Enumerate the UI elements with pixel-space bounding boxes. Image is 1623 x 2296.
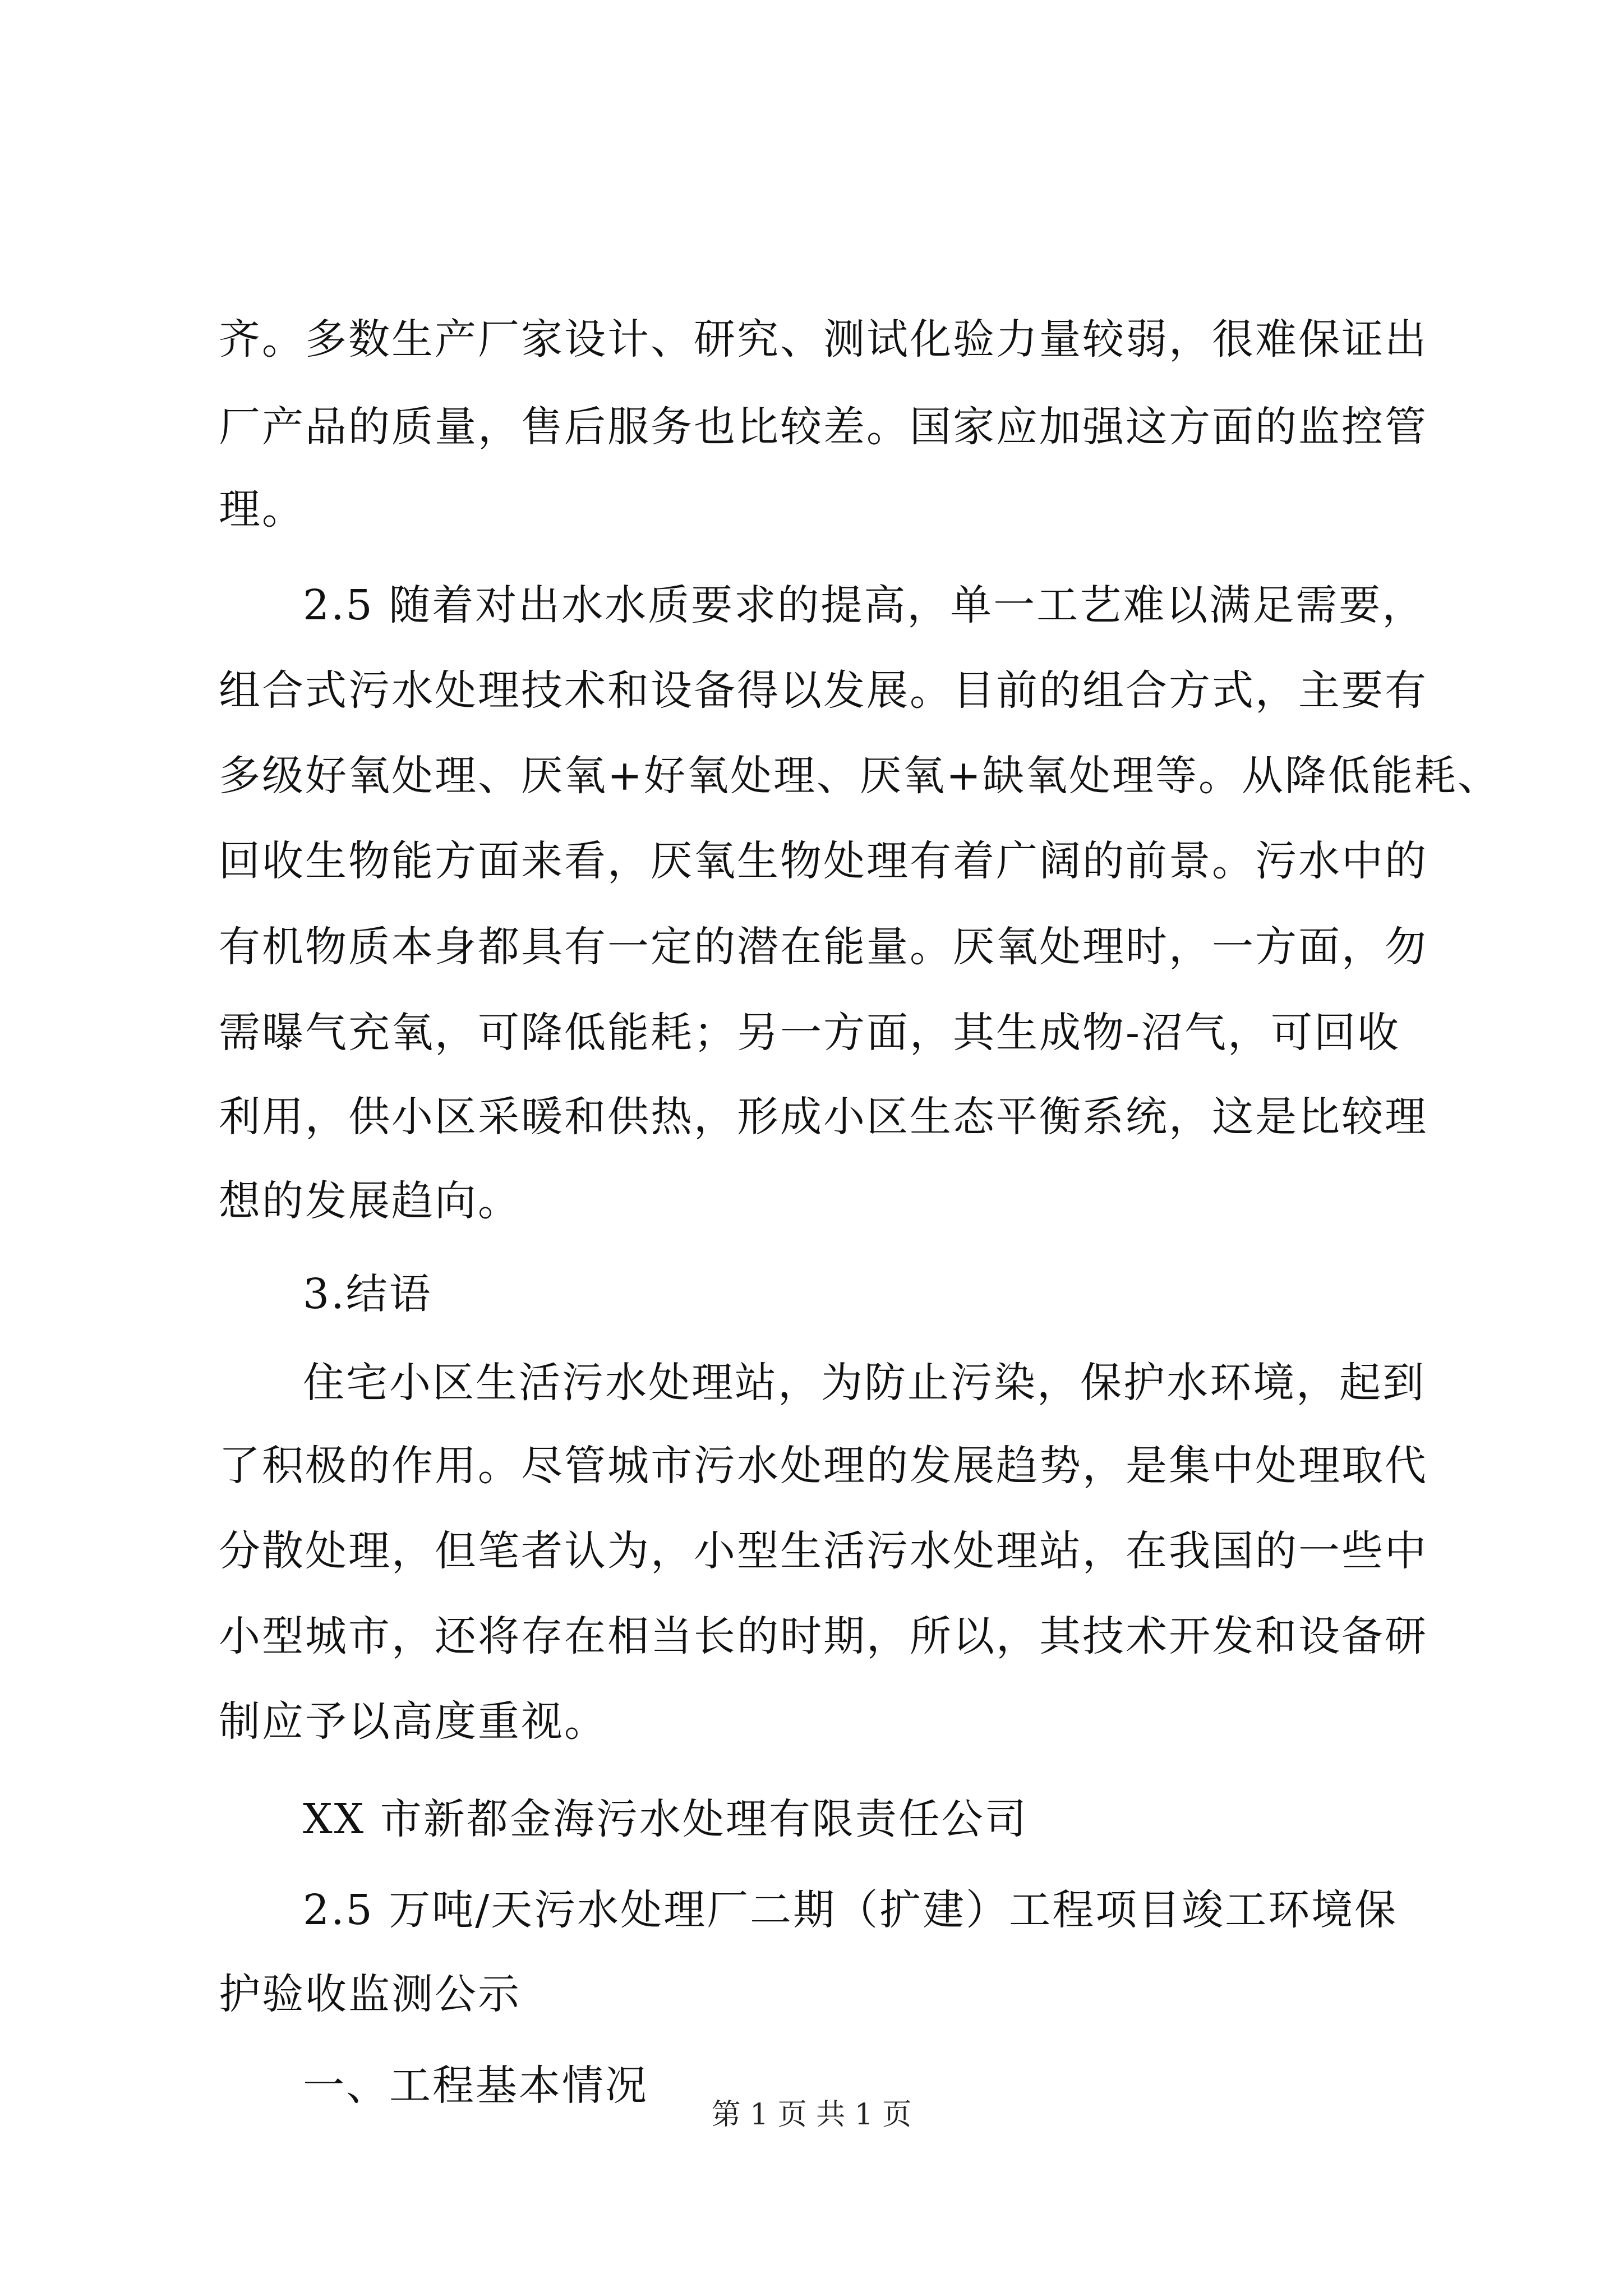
notice-title-continued: 护验收监测公示	[219, 1970, 521, 2018]
text-line: 厂产品的质量，售后服务也比较差。国家应加强这方面的监控管	[219, 403, 1428, 451]
text-line: 需曝气充氧，可降低能耗；另一方面，其生成物-沼气，可回收	[219, 1009, 1401, 1057]
page-footer: 第 1 页 共 1 页	[711, 2098, 912, 2132]
text-line: 了积极的作用。尽管城市污水处理的发展趋势，是集中处理取代	[219, 1442, 1428, 1490]
text-line: 小型城市，还将存在相当长的时期，所以，其技术开发和设备研	[219, 1612, 1428, 1660]
text-line: 分散处理，但笔者认为，小型生活污水处理站，在我国的一些中	[219, 1527, 1428, 1575]
text-line: 多级好氧处理、厌氧+好氧处理、厌氧+缺氧处理等。从降低能耗、	[219, 752, 1501, 800]
text-line: 住宅小区生活污水处理站，为防止污染，保护水环境，起到	[303, 1359, 1426, 1407]
company-name: XX 市新都金海污水处理有限责任公司	[303, 1795, 1028, 1843]
text-line: 齐。多数生产厂家设计、研究、测试化验力量较弱，很难保证出	[219, 315, 1428, 364]
text-line: 理。	[219, 485, 305, 533]
text-line: 制应予以高度重视。	[219, 1697, 607, 1746]
text-line: 想的发展趋向。	[219, 1177, 521, 1225]
text-line: 有机物质本身都具有一定的潜在能量。厌氧处理时，一方面，勿	[219, 923, 1428, 971]
section-heading: 一、工程基本情况	[303, 2062, 648, 2110]
text-line: 2.5 随着对出水水质要求的提高，单一工艺难以满足需要，	[303, 581, 1426, 629]
section-heading: 3.结语	[303, 1270, 432, 1318]
text-line: 组合式污水处理技术和设备得以发展。目前的组合方式，主要有	[219, 666, 1428, 715]
text-line: 回收生物能方面来看，厌氧生物处理有着广阔的前景。污水中的	[219, 837, 1428, 885]
text-line: 利用，供小区采暖和供热，形成小区生态平衡系统，这是比较理	[219, 1093, 1428, 1141]
notice-title: 2.5 万吨/天污水处理厂二期（扩建）工程项目竣工环境保	[303, 1886, 1398, 1934]
